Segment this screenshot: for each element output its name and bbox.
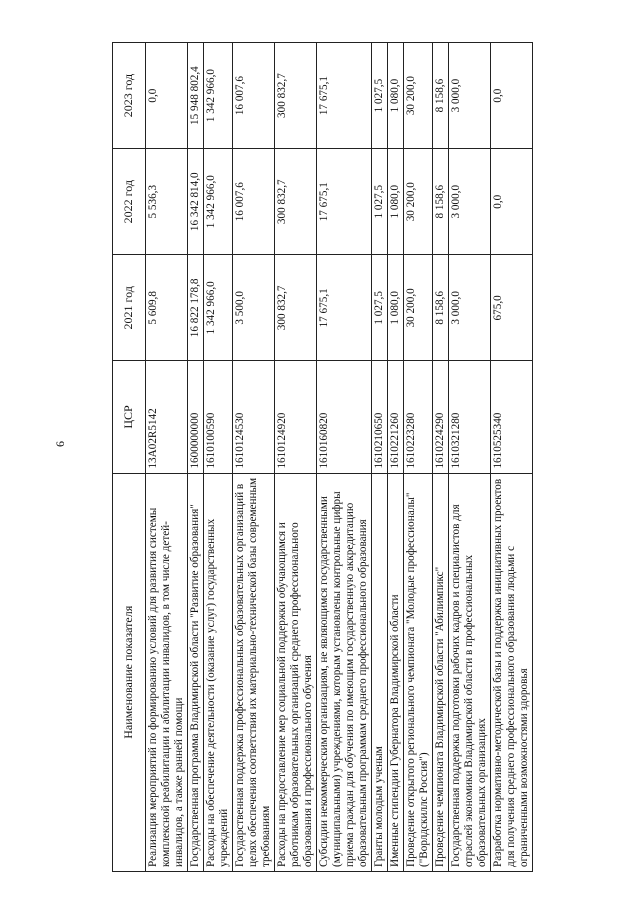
csr-code: 1610525340 [490, 361, 532, 473]
table-header-row [113, 43, 146, 872]
table-body [146, 43, 533, 872]
header-2021: 2021 год [113, 255, 146, 361]
value-2022: 17 675,1 [316, 149, 371, 255]
csr-code: 1610221260 [387, 361, 403, 473]
value-2023: 1 342 966,0 [203, 43, 232, 149]
indicator-name: Государственная программа Владимирской области "Развитие образования" [187, 473, 203, 871]
header-2022: 2022 год [113, 149, 146, 255]
value-2022: 16 342 814,0 [187, 149, 203, 255]
value-2023: 30 200,0 [403, 43, 432, 149]
value-2021: 8 158,6 [432, 255, 448, 361]
value-2023: 16 007,6 [232, 43, 274, 149]
csr-code: 13А02R5142 [146, 361, 188, 473]
page-number: 6 [53, 441, 67, 447]
indicator-name: Государственная поддержка подготовки рабочих кадров и специалистов для отраслей экономики Владимирской области в профессиональных образовательных организациях [448, 473, 490, 871]
value-2023: 0,0 [146, 43, 188, 149]
csr-code: 1610321280 [448, 361, 490, 473]
table-row [403, 43, 432, 872]
csr-code: 1610100590 [203, 361, 232, 473]
value-2021: 1 342 966,0 [203, 255, 232, 361]
header-2023: 2023 год [113, 43, 146, 149]
csr-code: 1610160820 [316, 361, 371, 473]
rotated-page-content [112, 42, 632, 872]
value-2023: 17 675,1 [316, 43, 371, 149]
value-2021: 5 609,8 [146, 255, 188, 361]
indicator-name: Проведение чемпионата Владимирской области "Абилимпикс" [432, 473, 448, 871]
csr-code: 1610224290 [432, 361, 448, 473]
csr-code: 1610223280 [403, 361, 432, 473]
value-2023: 300 832,7 [274, 43, 316, 149]
value-2021: 1 080,0 [387, 255, 403, 361]
header-csr: ЦСР [113, 361, 146, 473]
table-row [203, 43, 232, 872]
value-2022: 1 027,5 [371, 149, 387, 255]
table-row [490, 43, 532, 872]
value-2022: 30 200,0 [403, 149, 432, 255]
value-2023: 0,0 [490, 43, 532, 149]
table-row [187, 43, 203, 872]
csr-code: 1600000000 [187, 361, 203, 473]
table-row [432, 43, 448, 872]
indicator-name: Расходы на обеспечение деятельности (оказание услуг) государственных учреждений [203, 473, 232, 871]
indicator-name: Гранты молодым ученым [371, 473, 387, 871]
value-2023: 15 948 802,4 [187, 43, 203, 149]
value-2021: 675,0 [490, 255, 532, 361]
table-row [232, 43, 274, 872]
table-row [448, 43, 490, 872]
budget-table [112, 42, 533, 872]
table-row [274, 43, 316, 872]
value-2022: 1 080,0 [387, 149, 403, 255]
indicator-name: Государственная поддержка профессиональных образовательных организаций в целях обеспечения соответствия их материально-технической базы современным требованиям [232, 473, 274, 871]
indicator-name: Субсидии некоммерческим организациям, не являющимся государственными (муниципальными) учреждениями, которым установлены контрольные цифры приема граждан для обучения по имеющим государственную аккредитацию образовательным программам среднего профессионального образования [316, 473, 371, 871]
table-row [371, 43, 387, 872]
csr-code: 1610124530 [232, 361, 274, 473]
header-indicator-name: Наименование показателя [113, 473, 146, 871]
value-2022: 0,0 [490, 149, 532, 255]
value-2023: 1 080,0 [387, 43, 403, 149]
value-2022: 8 158,6 [432, 149, 448, 255]
csr-code: 1610210650 [371, 361, 387, 473]
table-row [387, 43, 403, 872]
indicator-name: Проведение открытого регионального чемпионата "Молодые профессионалы" ("Ворлдскиллс Россия") [403, 473, 432, 871]
value-2021: 17 675,1 [316, 255, 371, 361]
value-2022: 3 000,0 [448, 149, 490, 255]
value-2022: 5 536,3 [146, 149, 188, 255]
indicator-name: Расходы на предоставление мер социальной поддержки обучающимся и работникам образовательных организаций среднего профессионального образования и профессионального обучения [274, 473, 316, 871]
value-2021: 3 000,0 [448, 255, 490, 361]
value-2022: 300 832,7 [274, 149, 316, 255]
value-2021: 300 832,7 [274, 255, 316, 361]
value-2021: 30 200,0 [403, 255, 432, 361]
indicator-name: Реализация мероприятий по формированию условий для развития системы комплексной реабилитации и абилитации инвалидов, в том числе детей-инвалидов, а также ранней помощи [146, 473, 188, 871]
csr-code: 1610124920 [274, 361, 316, 473]
value-2022: 1 342 966,0 [203, 149, 232, 255]
value-2021: 1 027,5 [371, 255, 387, 361]
value-2023: 8 158,6 [432, 43, 448, 149]
value-2021: 16 822 178,8 [187, 255, 203, 361]
value-2021: 3 500,0 [232, 255, 274, 361]
value-2022: 16 007,6 [232, 149, 274, 255]
value-2023: 1 027,5 [371, 43, 387, 149]
indicator-name: Именные стипендии Губернатора Владимирской области [387, 473, 403, 871]
indicator-name: Разработка нормативно-методической базы и поддержка инициативных проектов для получения среднего профессионального образования людьми с ограниченными возможностями здоровья [490, 473, 532, 871]
value-2023: 3 000,0 [448, 43, 490, 149]
table-row [316, 43, 371, 872]
table-row [146, 43, 188, 872]
